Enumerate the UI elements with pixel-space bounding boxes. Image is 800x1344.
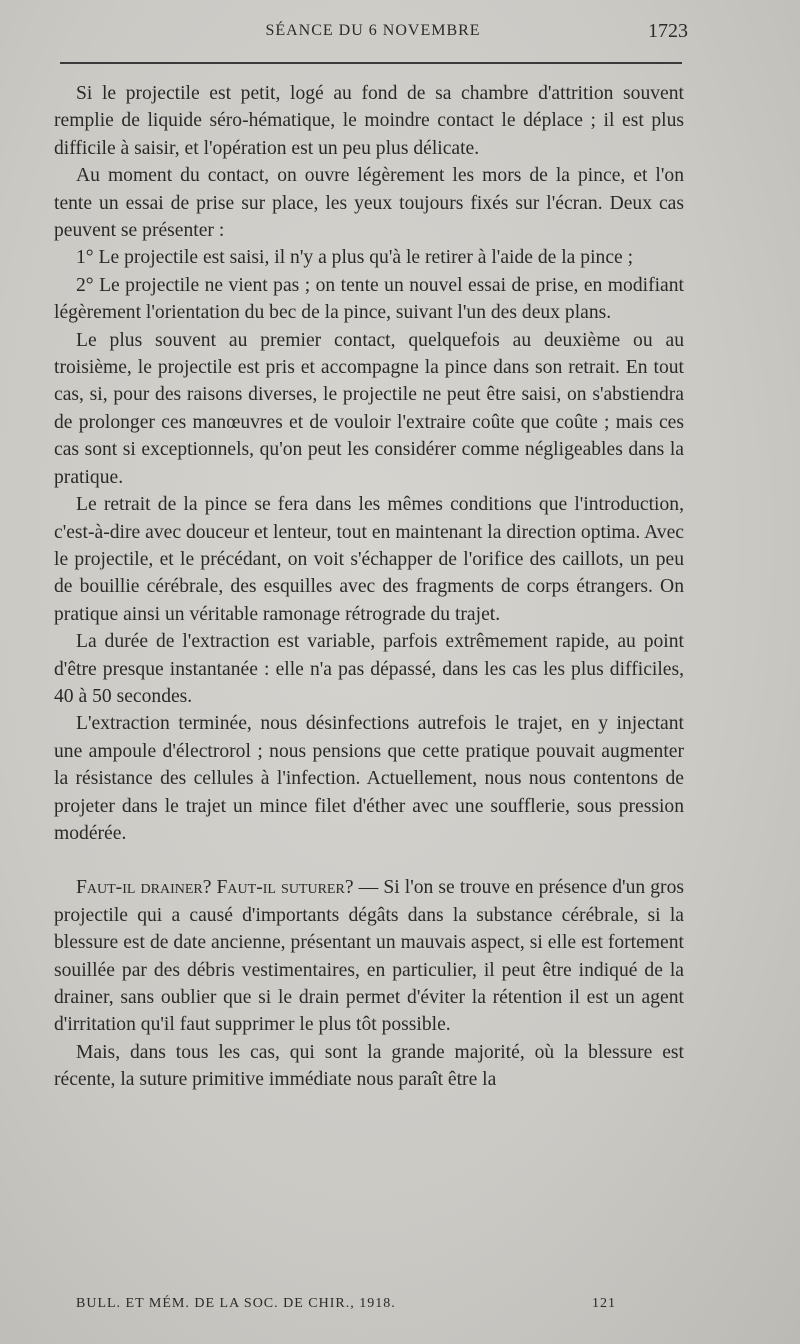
paragraph: 1° Le projectile est saisi, il n'y a plus qu'à le retirer à l'aide de la pince ;	[76, 247, 634, 269]
running-header	[58, 20, 688, 48]
header-title: SÉANCE DU 6 NOVEMBRE	[265, 22, 481, 39]
header-rule	[60, 62, 682, 64]
body-text	[54, 80, 684, 1094]
section-text: — Si l'on se trouve en présence d'un gros projectile qui a causé d'importants dégâts dans la substance cérébrale, si la blessure est de date ancienne, présentant un mauvais aspect, si elle est fortement souillée par des débris vestimentaires, en particulier, il peut être indiqué de la drainer, sans oublier que si le drain permet d'éviter la rétention il est un agent d'irritation qu'il faut supprimer le plus tôt possible.	[54, 877, 685, 1036]
paragraph: 2° Le projectile ne vient pas ; on tente un nouvel essai de prise, en modifiant légèrement l'orientation du bec de la pince, suivant l'un des deux plans.	[54, 274, 684, 324]
section-heading: Faut-il drainer? Faut-il suturer?	[76, 877, 354, 899]
footer-folio: 121	[592, 1296, 616, 1311]
paragraph: Mais, dans tous les cas, qui sont la grande majorité, où la blessure est récente, la suture primitive immédiate nous paraît être la	[54, 1041, 684, 1091]
paragraph: Le plus souvent au premier contact, quelquefois au deuxième ou au troisième, le projectile est pris et accompagne la pince dans son retrait. En tout cas, si, pour des raisons diverses, le projectile ne peut être saisi, on s'abstiendra de prolonger ces manœuvres et de vouloir l'extraire coûte que coûte ; mais ces cas sont si exceptionnels, qu'on peut les considérer comme négligeables dans la pratique.	[54, 329, 684, 488]
paragraph: L'extraction terminée, nous désinfections autrefois le trajet, en y injectant une ampoule d'électrorol ; nous pensions que cette pratique pouvait augmenter la résistance des cellules à l'infection. Actuellement, nous nous contentons de projeter dans le trajet un mince filet d'éther avec une soufflerie, sous pression modérée.	[54, 713, 684, 844]
footer-journal: BULL. ET MÉM. DE LA SOC. DE CHIR., 1918.	[76, 1296, 396, 1311]
paragraph: Le retrait de la pince se fera dans les mêmes conditions que l'introduction, c'est-à-dire avec douceur et lenteur, tout en maintenant la direction optima. Avec le projectile, et le précédant, on voit s'échapper de l'orifice des caillots, un peu de bouillie cérébrale, des esquilles avec des fragments de corps étrangers. On pratique ainsi un véritable ramonage rétrograde du trajet.	[54, 494, 684, 625]
section-paragraph	[54, 874, 684, 1038]
paragraph: Au moment du contact, on ouvre légèrement les mors de la pince, et l'on tente un essai de prise sur place, les yeux toujours fixés sur l'écran. Deux cas peuvent se présenter :	[54, 165, 684, 242]
paragraph: Si le projectile est petit, logé au fond de sa chambre d'attrition souvent remplie de liquide séro-hématique, le moindre contact le déplace ; il est plus difficile à saisir, et l'opération est un peu plus délicate.	[54, 83, 684, 159]
page-number: 1723	[648, 20, 688, 42]
paragraph: La durée de l'extraction est variable, parfois extrêmement rapide, au point d'être presque instantanée : elle n'a pas dépassé, dans les cas les plus difficiles, 40 à 50 secondes.	[54, 631, 684, 707]
